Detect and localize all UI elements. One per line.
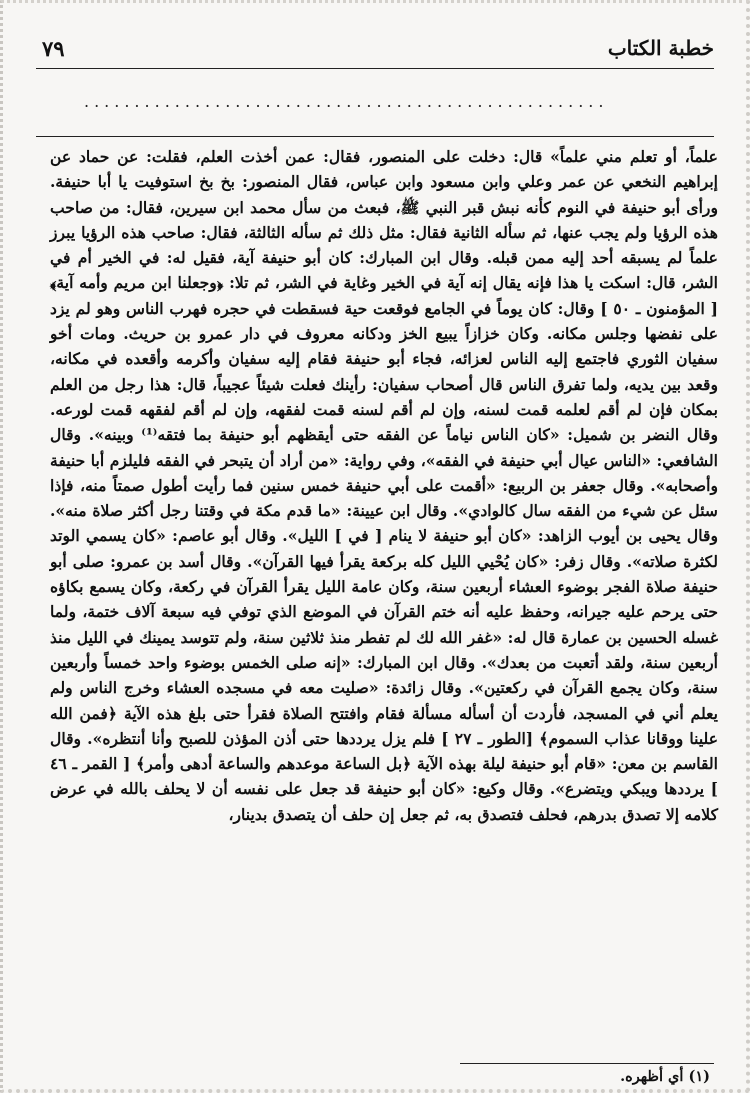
header-rule	[36, 68, 714, 69]
dotted-separator: ....................................................	[84, 95, 609, 109]
footnote: (١) أي أظهره.	[620, 1068, 710, 1085]
page-number: ٧٩	[42, 36, 65, 61]
main-text	[50, 144, 718, 827]
footnote-rule	[460, 1063, 714, 1064]
page-header	[36, 36, 714, 66]
section-rule	[36, 136, 714, 137]
running-title: خطبة الكتاب	[607, 36, 714, 60]
body-paragraph: علماً، أو تعلم مني علماً» قال: دخلت على المنصور، فقال: عمن أخذت العلم، فقلت: عن حماد عن إبراهيم النخعي عن عمر وعلي وابن مسعود وابن عباس، فقال المنصور: بخ بخ استوفيت يا أبا حنيفة. ورأى أبو حنيفة في النوم كأنه نبش قبر النبي ﷺ، فبعث من سأل محمد ابن سيرين، فقال: من صاحب هذه الرؤيا ولم يجب عنها، ثم سأله الثانية فقال: مثل ذلك ثم سأله الثالثة، فقال: صاحب هذه الرؤيا يبرز علماً لم يسبقه أحد إليه ممن قبله. وقال ابن المبارك: كان أبو حنيفة آية، فقيل له: في الخير أم في الشر، قال: اسكت يا هذا فإنه يقال إنه آية في الخير وغاية في الشر، ثم تلا: ﴿وجعلنا ابن مريم وأمه آية﴾ [ المؤمنون ـ ٥٠ ] وقال: كان يوماً في الجامع فوقعت حية فسقطت في حجره فهرب الناس وهو لم يزد على نفضها وجلس مكانه. وكان خزازاً يبيع الخز ودكانه معروف في دار عمرو بن حريث. ومات أخو سفيان الثوري فاجتمع إليه الناس لعزائه، فجاء أبو حنيفة فقام إليه سفيان وأكرمه وأقعده في مكانه، وقعد بين يديه، ولما تفرق الناس قال أصحاب سفيان: رأينك فعلت شيئاً عجيباً، قال: هذا رجل من العلم بمكان فإن لم أقم لعلمه قمت لسنه، وإن لم أقم لسنه قمت لفقهه، وإن لم أقم لفقهه قمت لورعه. وقال النضر بن شميل: «كان الناس نياماً عن الفقه حتى أيقظهم أبو حنيفة بما فتقه⁽¹⁾ وبينه». وقال الشافعي: «الناس عيال أبي حنيفة في الفقه»، وفي رواية: «من أراد أن يتبحر في الفقه فليلزم أبا حنيفة وأصحابه». وقال جعفر بن الربيع: «أقمت على أبي حنيفة خمس سنين فما رأيت أطول صمتاً منه، فإذا سئل عن شيء من الفقه سال كالوادي». وقال ابن عيينة: «ما قدم مكة في وقتنا رجل أكثر صلاة منه». وقال يحيى بن أيوب الزاهد: «كان أبو حنيفة لا ينام [ في ] الليل». وقال أبو عاصم: «كان يسمي الوتد لكثرة صلاته». وقال زفر: «كان يُحْيي الليل كله بركعة يقرأ فيها القرآن». وقال أسد بن عمرو: صلى أبو حنيفة صلاة الفجر بوضوء العشاء أربعين سنة، وكان عامة الليل يقرأ القرآن في ركعة، وكان يسمع بكاؤه حتى يرحم عليه جيرانه، وحفظ عليه أنه ختم القرآن في الموضع الذي توفي فيه سبعة آلاف ختمة، ولما غسله الحسين بن عمارة قال له: «غفر الله لك لم تفطر منذ ثلاثين سنة، ولم تتوسد يمينك في الليل منذ أربعين سنة، ولقد أتعبت من بعدك». وقال ابن المبارك: «إنه صلى الخمس بوضوء واحد خمساً وأربعين سنة، وكان يجمع القرآن في ركعتين». وقال زائدة: «صليت معه في مسجده العشاء وخرج الناس ولم يعلم أني في المسجد، فأردت أن أسأله مسألة فقام وافتتح الصلاة فقرأ حتى بلغ هذه الآية ﴿فمن الله علينا ووقانا عذاب السموم﴾ [الطور ـ ٢٧ ] فلم يزل يرددها حتى أذن المؤذن للصبح وأنا أنتظره». وقال القاسم بن معن: «قام أبو حنيفة ليلة بهذه الآية ﴿بل الساعة موعدهم والساعة أدهى وأمر﴾ [ القمر ـ ٤٦ ] يرددها ويبكي ويتضرع». وقال وكيع: «كان أبو حنيفة قد جعل على نفسه أن لا يحلف بالله في عرض كلامه إلا تصدق بدرهم، فحلف فتصدق به، ثم جعل إن حلف أن يتصدق بدينار،	[50, 147, 719, 824]
